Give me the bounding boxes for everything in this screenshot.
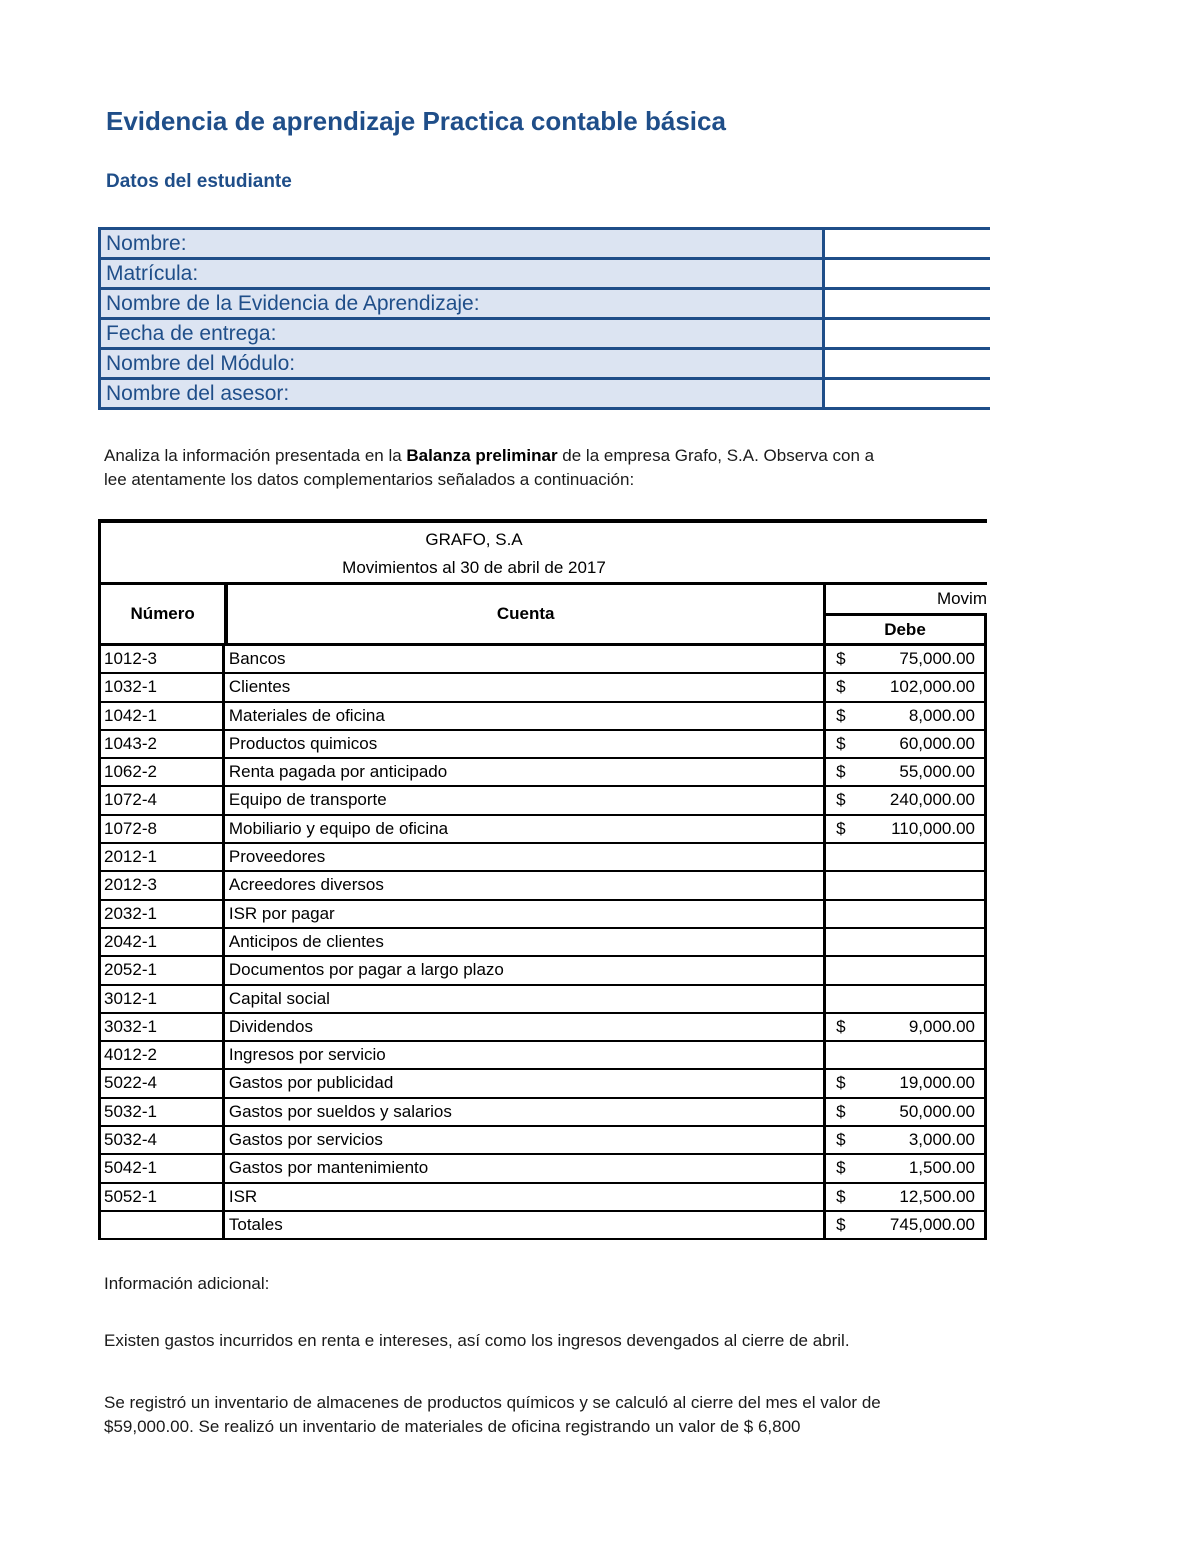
table-row <box>101 872 987 900</box>
currency-symbol: $ <box>836 1016 846 1036</box>
cell-debe <box>826 759 987 785</box>
cell-numero: 1012-3 <box>101 646 225 672</box>
cell-debe <box>826 1155 987 1181</box>
cell-cuenta: Anticipos de clientes <box>225 929 826 955</box>
currency-symbol: $ <box>836 649 846 668</box>
table-row <box>101 816 987 844</box>
totals-row <box>101 1212 987 1240</box>
additional-p2-line-1: Se registró un inventario de almacenes de productos químicos y se calculó al cierre del mes el valor de <box>104 1393 881 1412</box>
table-row <box>101 1070 987 1098</box>
cell-debe <box>826 872 987 898</box>
debe-amount: 102,000.00 <box>889 677 975 697</box>
cell-debe <box>826 816 987 842</box>
cell-numero: 1072-4 <box>101 787 225 813</box>
cell-cuenta: Proveedores <box>225 844 826 870</box>
debe-amount: 55,000.00 <box>899 762 975 782</box>
student-field-label: Nombre del asesor: <box>101 380 825 407</box>
cell-numero <box>101 1212 225 1238</box>
student-field-value[interactable] <box>825 350 990 377</box>
currency-symbol: $ <box>836 790 846 810</box>
column-headers <box>101 585 987 646</box>
cell-debe <box>826 703 987 729</box>
cell-cuenta: Bancos <box>225 646 826 672</box>
student-field-label: Nombre de la Evidencia de Aprendizaje: <box>101 290 825 317</box>
debe-amount: 745,000.00 <box>889 1214 975 1234</box>
debe-amount: 75,000.00 <box>899 649 975 668</box>
currency-symbol: $ <box>836 818 846 838</box>
cell-cuenta: Materiales de oficina <box>225 703 826 729</box>
cell-debe <box>826 674 987 700</box>
debe-amount: 19,000.00 <box>899 1073 975 1093</box>
student-field-row <box>101 377 990 407</box>
debe-amount: 1,500.00 <box>908 1158 975 1178</box>
period-label: Movimientos al 30 de abril de 2017 <box>342 558 606 577</box>
cell-numero: 1072-8 <box>101 816 225 842</box>
cell-cuenta: Totales <box>225 1212 826 1238</box>
student-field-value[interactable] <box>825 230 990 257</box>
intro-text-b: de la empresa Grafo, S.A. Observa con a <box>557 446 875 465</box>
balance-table <box>98 519 987 1240</box>
page-title: Evidencia de aprendizaje Practica contable básica <box>106 106 726 136</box>
cell-numero: 5022-4 <box>101 1070 225 1096</box>
cell-cuenta: Documentos por pagar a largo plazo <box>225 957 826 983</box>
student-field-row <box>101 317 990 347</box>
additional-p2-line-2: $59,000.00. Se realizó un inventario de materiales de oficina registrando un valor de $ 6,800 <box>104 1417 801 1436</box>
student-field-label: Matrícula: <box>101 260 825 287</box>
cell-debe <box>826 1099 987 1125</box>
cell-numero: 3012-1 <box>101 986 225 1012</box>
table-row <box>101 844 987 872</box>
cell-cuenta: Dividendos <box>225 1014 826 1040</box>
student-field-row <box>101 287 990 317</box>
cell-debe <box>826 986 987 1012</box>
cell-numero: 5052-1 <box>101 1184 225 1210</box>
currency-symbol: $ <box>836 705 846 725</box>
debe-amount: 110,000.00 <box>891 818 975 838</box>
cell-cuenta: Gastos por sueldos y salarios <box>225 1099 826 1125</box>
cell-cuenta: ISR por pagar <box>225 901 826 927</box>
cell-debe <box>826 1042 987 1068</box>
cell-numero: 4012-2 <box>101 1042 225 1068</box>
section-subtitle: Datos del estudiante <box>106 171 292 192</box>
table-row <box>101 929 987 957</box>
cell-cuenta: Equipo de transporte <box>225 787 826 813</box>
currency-symbol: $ <box>836 1130 846 1150</box>
cell-cuenta: Productos quimicos <box>225 731 826 757</box>
table-row <box>101 731 987 759</box>
student-field-label: Fecha de entrega: <box>101 320 825 347</box>
currency-symbol: $ <box>836 1186 846 1206</box>
cell-numero: 1043-2 <box>101 731 225 757</box>
table-row <box>101 703 987 731</box>
cell-numero: 5042-1 <box>101 1155 225 1181</box>
cell-debe <box>826 1184 987 1210</box>
cell-numero: 2012-1 <box>101 844 225 870</box>
cell-cuenta: Gastos por publicidad <box>225 1070 826 1096</box>
debe-amount: 12,500.00 <box>899 1186 975 1206</box>
cell-numero: 5032-4 <box>101 1127 225 1153</box>
cell-cuenta: Ingresos por servicio <box>225 1042 826 1068</box>
balance-body <box>101 646 987 1240</box>
currency-symbol: $ <box>836 1158 846 1178</box>
col-header-movimientos: Movim <box>826 585 987 616</box>
cell-debe <box>826 731 987 757</box>
intro-text-a: Analiza la información presentada en la <box>104 446 407 465</box>
intro-line-2: lee atentamente los datos complementarios señalados a continuación: <box>104 470 635 489</box>
cell-debe <box>826 1070 987 1096</box>
table-row <box>101 957 987 985</box>
additional-heading: Información adicional: <box>104 1274 270 1293</box>
cell-numero: 5032-1 <box>101 1099 225 1125</box>
student-field-value[interactable] <box>825 260 990 287</box>
cell-cuenta: ISR <box>225 1184 826 1210</box>
table-row <box>101 1155 987 1183</box>
cell-debe <box>826 929 987 955</box>
debe-amount: 3,000.00 <box>908 1130 975 1150</box>
additional-paragraph-2 <box>104 1391 987 1439</box>
student-field-row <box>101 257 990 287</box>
currency-symbol: $ <box>836 1214 846 1234</box>
cell-cuenta: Mobiliario y equipo de oficina <box>225 816 826 842</box>
cell-numero: 2052-1 <box>101 957 225 983</box>
student-field-value[interactable] <box>825 320 990 347</box>
student-field-label: Nombre: <box>101 230 825 257</box>
cell-debe <box>826 1212 987 1238</box>
table-row <box>101 759 987 787</box>
col-header-cuenta: Cuenta <box>228 585 826 643</box>
intro-line-1 <box>104 444 987 468</box>
col-header-debe: Debe <box>826 616 987 643</box>
currency-symbol: $ <box>836 1073 846 1093</box>
debe-amount: 9,000.00 <box>908 1016 975 1036</box>
currency-symbol: $ <box>836 762 846 782</box>
cell-debe <box>826 957 987 983</box>
table-row <box>101 646 987 674</box>
cell-cuenta: Clientes <box>225 674 826 700</box>
table-row <box>101 787 987 815</box>
debe-amount: 60,000.00 <box>899 733 975 753</box>
cell-debe <box>826 1127 987 1153</box>
cell-numero: 2042-1 <box>101 929 225 955</box>
student-field-value[interactable] <box>825 290 990 317</box>
cell-cuenta: Renta pagada por anticipado <box>225 759 826 785</box>
student-field-value[interactable] <box>825 380 990 407</box>
intro-bold-text: Balanza preliminar <box>406 446 558 465</box>
cell-numero: 1062-2 <box>101 759 225 785</box>
col-header-numero: Número <box>101 585 228 643</box>
table-row <box>101 1042 987 1070</box>
cell-numero: 1032-1 <box>101 674 225 700</box>
cell-numero: 1042-1 <box>101 703 225 729</box>
currency-symbol: $ <box>836 733 846 753</box>
currency-symbol: $ <box>836 677 846 697</box>
cell-debe <box>826 646 987 672</box>
cell-numero: 2032-1 <box>101 901 225 927</box>
student-field-row <box>101 230 990 257</box>
currency-symbol: $ <box>836 1101 846 1121</box>
table-row <box>101 901 987 929</box>
cell-numero: 2012-3 <box>101 872 225 898</box>
debe-amount: 240,000.00 <box>889 790 975 810</box>
table-row <box>101 1014 987 1042</box>
student-data-table <box>98 227 990 410</box>
cell-cuenta: Gastos por mantenimiento <box>225 1155 826 1181</box>
cell-debe <box>826 787 987 813</box>
balance-header <box>101 523 987 585</box>
cell-cuenta: Gastos por servicios <box>225 1127 826 1153</box>
debe-amount: 50,000.00 <box>899 1101 975 1121</box>
table-row <box>101 1099 987 1127</box>
student-field-label: Nombre del Módulo: <box>101 350 825 377</box>
cell-debe <box>826 1014 987 1040</box>
cell-cuenta: Capital social <box>225 986 826 1012</box>
cell-cuenta: Acreedores diversos <box>225 872 826 898</box>
additional-paragraph-1: Existen gastos incurridos en renta e intereses, así como los ingresos devengados al cierre de abril. <box>104 1331 850 1350</box>
student-field-row <box>101 347 990 377</box>
cell-numero: 3032-1 <box>101 1014 225 1040</box>
table-row <box>101 1127 987 1155</box>
cell-debe <box>826 901 987 927</box>
company-name: GRAFO, S.A <box>425 530 523 549</box>
cell-debe <box>826 844 987 870</box>
intro-paragraph <box>104 444 987 492</box>
table-row <box>101 1184 987 1212</box>
debe-amount: 8,000.00 <box>908 705 975 725</box>
col-header-movimientos-group <box>826 585 987 643</box>
table-row <box>101 674 987 702</box>
table-row <box>101 986 987 1014</box>
